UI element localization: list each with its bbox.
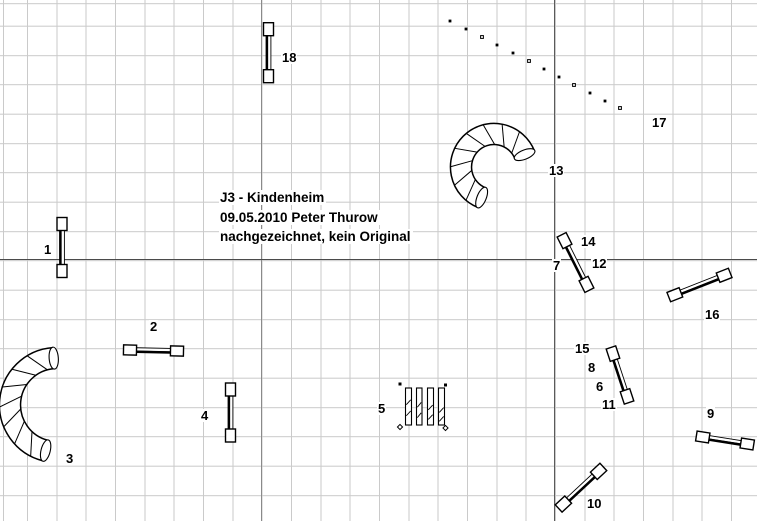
obstacle-number-label-13: 13 (549, 163, 564, 178)
obstacle-number-label-17: 17 (652, 115, 667, 130)
jump-obstacle-9 (696, 431, 755, 450)
path-dot (619, 107, 622, 110)
obstacle-number-label-6: 6 (596, 379, 604, 394)
obstacle-number-label-2: 2 (150, 319, 158, 334)
path-dot (528, 60, 531, 63)
jump-wing (264, 23, 274, 36)
path-dot (449, 20, 452, 23)
obstacle-number-label-9: 9 (707, 406, 715, 421)
dotted-path-obstacle-17 (449, 20, 622, 110)
obstacle-number-label-4: 4 (201, 408, 209, 423)
obstacle-number-label-10: 10 (587, 496, 602, 511)
jump-wing (57, 265, 67, 278)
info-line-date-author: 09.05.2010 Peter Thurow (220, 209, 378, 225)
corner-pole-mark (399, 383, 402, 386)
obstacle-number-label-15: 15 (575, 341, 590, 356)
jump-wing (123, 345, 136, 355)
path-dot (496, 44, 499, 47)
corner-pole-mark (397, 424, 402, 429)
jump-wing (696, 431, 710, 443)
obstacle-number-label-12: 12 (592, 256, 607, 271)
path-dot (604, 100, 607, 103)
path-dot (465, 28, 468, 31)
obstacle-number-label-14: 14 (581, 234, 596, 249)
jump-obstacle-18 (264, 23, 274, 83)
jump-obstacle-1 (57, 218, 67, 278)
corner-pole-mark (443, 425, 448, 430)
jump-wing (170, 346, 183, 356)
obstacle-number-label-11: 11 (602, 397, 616, 412)
obstacle-number-label-8: 8 (588, 360, 596, 375)
jump-bar (680, 275, 718, 293)
jump-wing (57, 218, 67, 231)
path-dot (589, 92, 592, 95)
path-dot (512, 52, 515, 55)
obstacle-number-label-7: 7 (553, 258, 561, 273)
jump-wing (740, 438, 754, 450)
jump-wing (226, 429, 236, 442)
jump-obstacle-16 (667, 268, 732, 301)
path-dot (481, 36, 484, 39)
jump-wing (667, 288, 683, 302)
info-line-title: J3 - Kindenheim (220, 190, 325, 205)
long-jump-bar (406, 388, 412, 425)
path-dot (543, 68, 546, 71)
path-dot (573, 84, 576, 87)
tunnel-obstacle-13 (451, 124, 537, 209)
info-line-note: nachgezeichnet, kein Original (220, 229, 411, 244)
jump-bar (230, 396, 233, 429)
jump-bar (61, 231, 64, 265)
jump-wing (620, 389, 634, 404)
jump-wing (226, 383, 236, 396)
course-info-box (219, 188, 413, 247)
obstacle-number-label-1: 1 (44, 242, 52, 257)
jump-obstacle-2 (123, 345, 183, 356)
jump-wing (716, 268, 732, 282)
corner-pole-mark (444, 384, 447, 387)
jump-bar (268, 36, 271, 70)
obstacle-number-label-3: 3 (66, 451, 74, 466)
jump-obstacle-4 (226, 383, 236, 442)
tunnel-obstacle-3 (0, 347, 59, 463)
long-jump-obstacle-5 (397, 383, 448, 431)
obstacle-number-label-5: 5 (378, 401, 386, 416)
jump-bar (567, 245, 586, 279)
path-dot (558, 76, 561, 79)
jump-obstacle-6-8-11-15 (606, 346, 634, 404)
jump-wing (264, 70, 274, 83)
obstacle-number-label-16: 16 (705, 307, 720, 322)
obstacle-number-label-18: 18 (282, 50, 297, 65)
jump-wing (606, 346, 620, 361)
